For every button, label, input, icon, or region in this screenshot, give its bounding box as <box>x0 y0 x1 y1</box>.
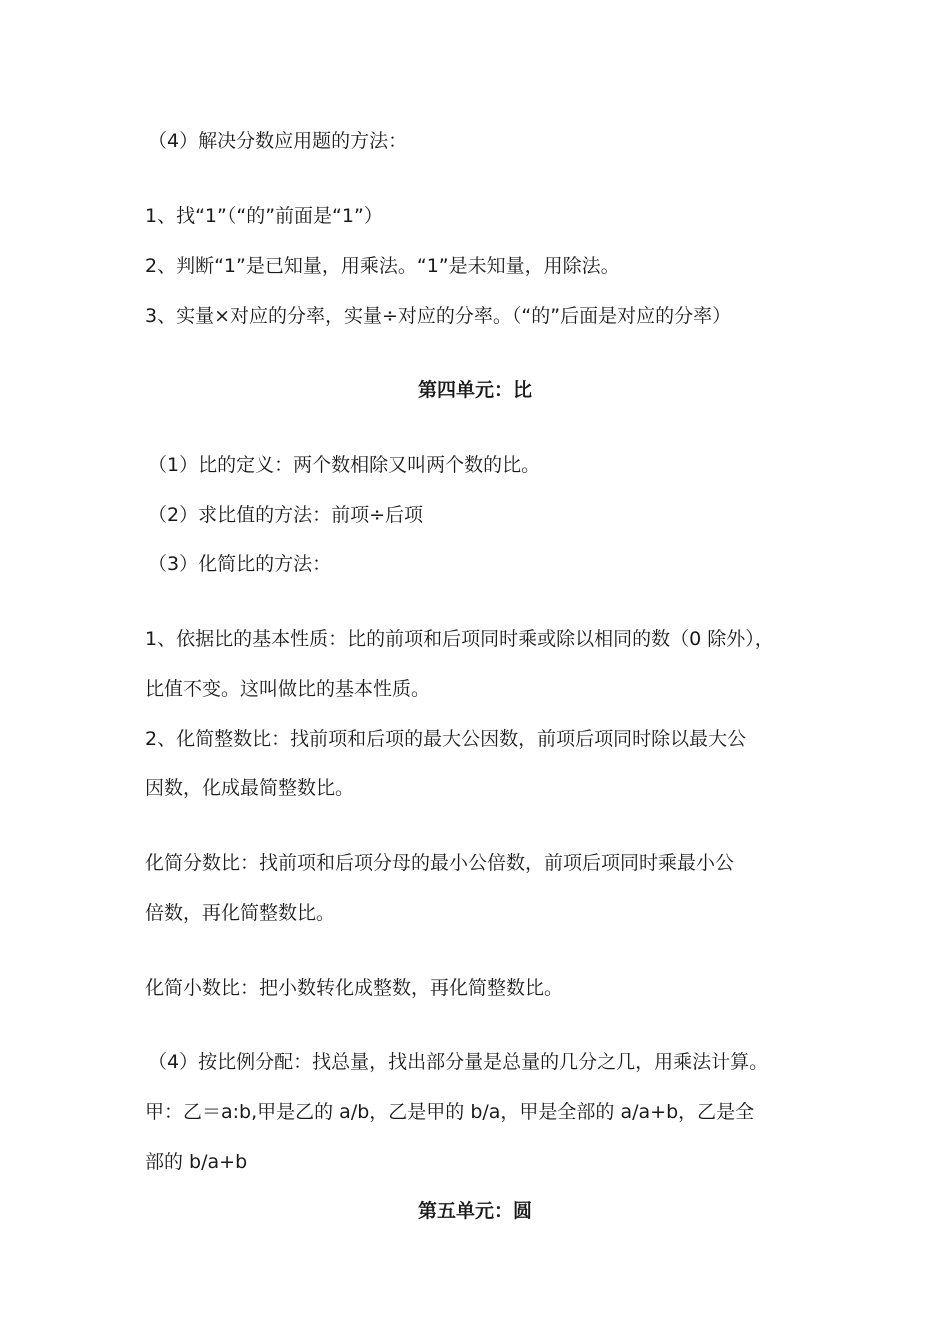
proportional-distribution: （4）按比例分配：找总量，找出部分量是总量的几分之几，用乘法计算。 <box>148 1051 769 1073</box>
fraction-ratio-line-2: 倍数，再化简整数比。 <box>145 902 336 924</box>
method-1-line-1: 1、依据比的基本性质：比的前项和后项同时乘或除以相同的数（0 除外）， <box>145 628 774 650</box>
unit-4-heading: 第四单元：比 <box>417 379 532 401</box>
ratio-value-method: （2）求比值的方法：前项÷后项 <box>148 504 424 526</box>
step-3: 3、实量×对应的分率，实量÷对应的分率。（“的”后面是对应的分率） <box>145 305 732 327</box>
distribution-example-line-1: 甲：乙＝a:b,甲是乙的 a/b，乙是甲的 b/a，甲是全部的 a/a+b，乙是全 <box>145 1101 755 1123</box>
decimal-ratio-line: 化简小数比：把小数转化成整数，再化简整数比。 <box>145 977 564 999</box>
method-2-line-1: 2、化简整数比：找前项和后项的最大公因数，前项后项同时除以最大公 <box>145 728 747 750</box>
unit-5-heading: 第五单元：圆 <box>417 1200 532 1222</box>
distribution-example-line-2: 部的 b/a+b <box>145 1151 248 1173</box>
simplify-ratio-title: （3）化简比的方法： <box>148 553 332 575</box>
item-4-title: （4）解决分数应用题的方法： <box>148 130 408 152</box>
step-2: 2、判断“1”是已知量，用乘法。“1”是未知量，用除法。 <box>145 255 620 277</box>
method-2-line-2: 因数，化成最简整数比。 <box>145 777 355 799</box>
method-1-line-2: 比值不变。这叫做比的基本性质。 <box>145 678 431 700</box>
step-1: 1、找“1”（“的”前面是“1”） <box>145 205 383 227</box>
fraction-ratio-line-1: 化简分数比：找前项和后项分母的最小公倍数，前项后项同时乘最小公 <box>145 852 735 874</box>
ratio-definition: （1）比的定义：两个数相除又叫两个数的比。 <box>148 454 541 476</box>
